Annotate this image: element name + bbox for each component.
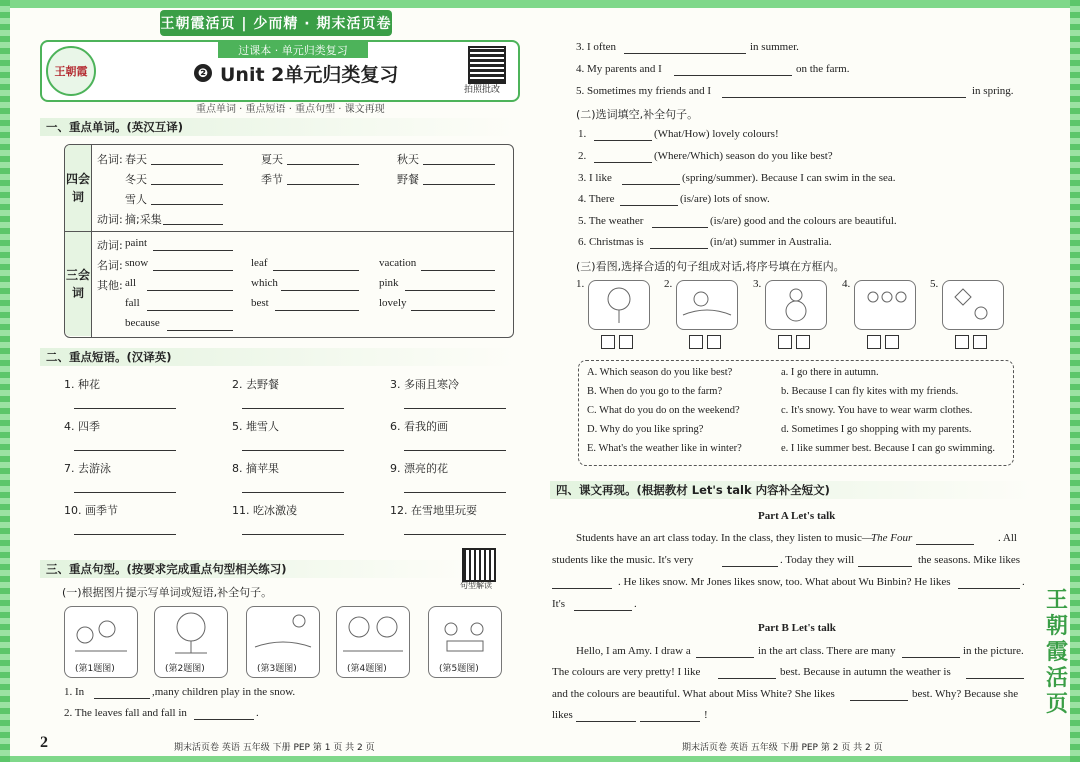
header-topics: 重点单词 · 重点短语 · 重点句型 · 课文再现 bbox=[196, 104, 385, 115]
section-3-title: 三、重点句型。(按要求完成重点句型相关练习) bbox=[40, 560, 466, 578]
sentence-3b: in summer. bbox=[750, 41, 799, 53]
picture-label: (第4题图) bbox=[347, 664, 387, 674]
spring-picture bbox=[589, 281, 649, 329]
p3-picture-4 bbox=[854, 280, 916, 330]
part-b-title: Part B Let's talk bbox=[758, 622, 836, 634]
sentence-1b: ,many children play in the snow. bbox=[152, 686, 296, 698]
answer-box[interactable] bbox=[955, 335, 969, 349]
phrase-item: 3. 多雨且寒冷 bbox=[390, 378, 459, 391]
part-3-title: (三)看图,选择合适的句子组成对话,将序号填在方框内。 bbox=[576, 260, 845, 273]
beach-picture bbox=[247, 607, 319, 659]
group1-label: 四会词 bbox=[65, 145, 91, 231]
word-en: paint bbox=[125, 237, 147, 249]
answer-option: d. Sometimes I go shopping with my parents. bbox=[781, 424, 972, 435]
family-picture bbox=[855, 281, 915, 329]
answer-option: c. It's snowy. You have to wear warm clothes. bbox=[781, 405, 973, 416]
phrase-item: 8. 摘苹果 bbox=[232, 462, 279, 475]
page-number: 2 bbox=[40, 734, 48, 751]
word-en: which bbox=[251, 277, 278, 289]
p2-item-a: 3. I like bbox=[578, 172, 612, 184]
sentence-5b: in spring. bbox=[972, 85, 1014, 97]
phrase-item: 9. 漂亮的花 bbox=[390, 462, 448, 475]
answer-box[interactable] bbox=[601, 335, 615, 349]
sentence-5a: 5. Sometimes my friends and I bbox=[576, 85, 712, 97]
phrase-item: 11. 吃冰激凌 bbox=[232, 504, 297, 517]
picture-4 bbox=[336, 606, 410, 678]
p2-item-a: 4. There bbox=[578, 193, 615, 205]
question-option: D. Why do you like spring? bbox=[587, 424, 704, 435]
question-option: A. Which season do you like best? bbox=[587, 367, 733, 378]
word-cn: 雪人 bbox=[125, 193, 147, 206]
answer-option: e. I like summer best. Because I can go swimming. bbox=[781, 443, 996, 454]
answer-option: b. Because I can fly kites with my friends. bbox=[781, 386, 959, 397]
part-2-title: (二)选词填空,补全句子。 bbox=[576, 108, 699, 121]
phrase-item: 10. 画季节 bbox=[64, 504, 118, 517]
p2-item-b: (in/at) summer in Australia. bbox=[710, 236, 832, 248]
top-banner: 王朝霞活页 | 少而精 · 期末活页卷 bbox=[160, 10, 392, 36]
p2-item-a: 5. The weather bbox=[578, 215, 644, 227]
p3-num: 3. bbox=[753, 278, 762, 290]
dialogue-options-box bbox=[578, 360, 1014, 466]
p3-num: 4. bbox=[842, 278, 851, 290]
phrase-item: 6. 看我的画 bbox=[390, 420, 448, 433]
text-fragment: . bbox=[634, 598, 637, 610]
word-cn: 野餐 bbox=[397, 173, 419, 186]
text-fragment: in the picture. bbox=[963, 645, 1024, 657]
unit-title: Unit 2单元归类复习 bbox=[220, 64, 399, 86]
picture-1 bbox=[64, 606, 138, 678]
word-cn: 冬天 bbox=[125, 173, 147, 186]
p3-num: 2. bbox=[664, 278, 673, 290]
p2-item-b: (spring/summer). Because I can swim in the sea. bbox=[682, 172, 896, 184]
section-2-title: 二、重点短语。(汉译英) bbox=[40, 348, 516, 366]
p3-num: 5. bbox=[930, 278, 939, 290]
text-fragment: students like the music. It's very bbox=[552, 554, 694, 566]
text-fragment: in the art class. There are many bbox=[758, 645, 896, 657]
footer-right: 期末活页卷 英语 五年级 下册 PEP 第 2 页 共 2 页 bbox=[682, 743, 883, 753]
text-fragment: The colours are very pretty! I like bbox=[552, 666, 701, 678]
p2-item-b: (is/are) good and the colours are beautiful. bbox=[710, 215, 897, 227]
sentence-3a: 3. I often bbox=[576, 41, 617, 53]
picture-2 bbox=[154, 606, 228, 678]
text-fragment: The Four bbox=[871, 532, 913, 544]
qr-caption: 句型解读 bbox=[460, 581, 492, 590]
snow-picture bbox=[766, 281, 826, 329]
word-en: snow bbox=[125, 257, 149, 269]
word-en: best bbox=[251, 297, 269, 309]
phrase-item: 4. 四季 bbox=[64, 420, 100, 433]
words-table bbox=[64, 144, 514, 338]
word-cn: 秋天 bbox=[397, 153, 419, 166]
word-cn: 摘;采集 bbox=[125, 213, 162, 226]
text-fragment: . Today they will bbox=[780, 554, 855, 566]
sentence-2a: 2. The leaves fall and fall in bbox=[64, 707, 187, 719]
word-cn: 季节 bbox=[261, 173, 283, 186]
text-fragment: ! bbox=[704, 709, 708, 721]
p2-item-a: 1. bbox=[578, 128, 587, 140]
picture-label: (第3题图) bbox=[257, 664, 297, 674]
picture-label: (第2题图) bbox=[165, 664, 205, 674]
text-fragment: . bbox=[1022, 576, 1025, 588]
answer-box[interactable] bbox=[707, 335, 721, 349]
p2-item-b: (What/How) lovely colours! bbox=[654, 128, 779, 140]
section-4-title: 四、课文再现。(根据教材 Let's talk 内容补全短文) bbox=[550, 481, 1034, 499]
text-fragment: . All bbox=[998, 532, 1017, 544]
picture-label: (第5题图) bbox=[439, 664, 479, 674]
word-en: all bbox=[125, 277, 136, 289]
side-brand: 王朝霞活页 bbox=[1046, 588, 1069, 717]
farm-picture bbox=[337, 607, 409, 659]
answer-box[interactable] bbox=[867, 335, 881, 349]
answer-box[interactable] bbox=[619, 335, 633, 349]
question-option: B. When do you go to the farm? bbox=[587, 386, 723, 397]
noun-label: 名词: bbox=[97, 259, 123, 272]
unit-header bbox=[40, 40, 520, 102]
answer-box[interactable] bbox=[885, 335, 899, 349]
picnic-picture bbox=[429, 607, 501, 659]
word-en: vacation bbox=[379, 257, 417, 269]
part-1-title: (一)根据图片提示写单词或短语,补全句子。 bbox=[62, 586, 273, 599]
text-fragment: the seasons. Mike likes bbox=[918, 554, 1021, 566]
other-label: 其他: bbox=[97, 279, 123, 292]
p3-picture-5 bbox=[942, 280, 1004, 330]
word-en: because bbox=[125, 317, 160, 329]
word-en: leaf bbox=[251, 257, 268, 269]
section-1-title: 一、重点单词。(英汉互译) bbox=[40, 118, 516, 136]
question-option: C. What do you do on the weekend? bbox=[587, 405, 740, 416]
tree-picture bbox=[155, 607, 227, 659]
footer-left: 期末活页卷 英语 五年级 下册 PEP 第 1 页 共 2 页 bbox=[174, 743, 375, 753]
qr-code-icon bbox=[468, 46, 506, 84]
text-fragment: best. Why? Because she bbox=[912, 688, 1019, 700]
brand-logo: 王朝霞 bbox=[46, 46, 96, 96]
phrase-item: 7. 去游泳 bbox=[64, 462, 111, 475]
sentence-1a: 1. In bbox=[64, 686, 85, 698]
picture-3 bbox=[246, 606, 320, 678]
word-en: pink bbox=[379, 277, 399, 289]
answer-option: a. I go there in autumn. bbox=[781, 367, 879, 378]
text-fragment: It's bbox=[552, 598, 565, 610]
verb-label: 动词: bbox=[97, 213, 123, 226]
answer-box[interactable] bbox=[689, 335, 703, 349]
qr-code-icon bbox=[462, 548, 496, 582]
sentence-2b: . bbox=[256, 707, 259, 719]
p2-item-b: (is/are) lots of snow. bbox=[680, 193, 770, 205]
phrase-item: 1. 种花 bbox=[64, 378, 100, 391]
text-fragment: best. Because in autumn the weather is bbox=[780, 666, 951, 678]
p3-num: 1. bbox=[576, 278, 585, 290]
sentence-4b: on the farm. bbox=[796, 63, 850, 75]
right-border bbox=[1070, 0, 1080, 762]
phrase-item: 5. 堆雪人 bbox=[232, 420, 279, 433]
noun-label: 名词: bbox=[97, 153, 123, 166]
p3-picture-1 bbox=[588, 280, 650, 330]
word-en: fall bbox=[125, 297, 140, 309]
word-en: lovely bbox=[379, 297, 407, 309]
word-cn: 夏天 bbox=[261, 153, 283, 166]
answer-box[interactable] bbox=[796, 335, 810, 349]
swimming-picture bbox=[677, 281, 737, 329]
flowers-picture bbox=[65, 607, 137, 659]
qr-caption: 拍照批改 bbox=[464, 85, 501, 95]
picture-label: (第1题图) bbox=[75, 664, 115, 674]
text-fragment: and the colours are beautiful. What about Miss White? She likes bbox=[552, 688, 835, 700]
header-subtitle: 过课本 · 单元归类复习 bbox=[218, 42, 368, 58]
p2-item-b: (Where/Which) season do you like best? bbox=[654, 150, 833, 162]
answer-box[interactable] bbox=[778, 335, 792, 349]
kites-picture bbox=[943, 281, 1003, 329]
question-option: E. What's the weather like in winter? bbox=[587, 443, 742, 454]
phrase-item: 12. 在雪地里玩耍 bbox=[390, 504, 477, 517]
text-fragment: Students have an art class today. In the class, they listen to music— bbox=[576, 532, 873, 544]
text-fragment: . He likes snow. Mr Jones likes snow, too. What about Wu Binbin? He likes bbox=[618, 576, 951, 588]
left-border bbox=[0, 0, 10, 762]
group2-label: 三会词 bbox=[65, 232, 91, 336]
sentence-4a: 4. My parents and I bbox=[576, 63, 662, 75]
answer-box[interactable] bbox=[973, 335, 987, 349]
text-fragment: Hello, I am Amy. I draw a bbox=[576, 645, 691, 657]
unit-number-badge: ❷ bbox=[194, 64, 212, 82]
word-cn: 春天 bbox=[125, 153, 147, 166]
p2-item-a: 6. Christmas is bbox=[578, 236, 644, 248]
picture-5 bbox=[428, 606, 502, 678]
p3-picture-2 bbox=[676, 280, 738, 330]
part-a-title: Part A Let's talk bbox=[758, 510, 836, 522]
worksheet bbox=[10, 8, 1070, 756]
phrase-item: 2. 去野餐 bbox=[232, 378, 279, 391]
p2-item-a: 2. bbox=[578, 150, 587, 162]
p3-picture-3 bbox=[765, 280, 827, 330]
text-fragment: likes bbox=[552, 709, 573, 721]
verb-label: 动词: bbox=[97, 239, 123, 252]
